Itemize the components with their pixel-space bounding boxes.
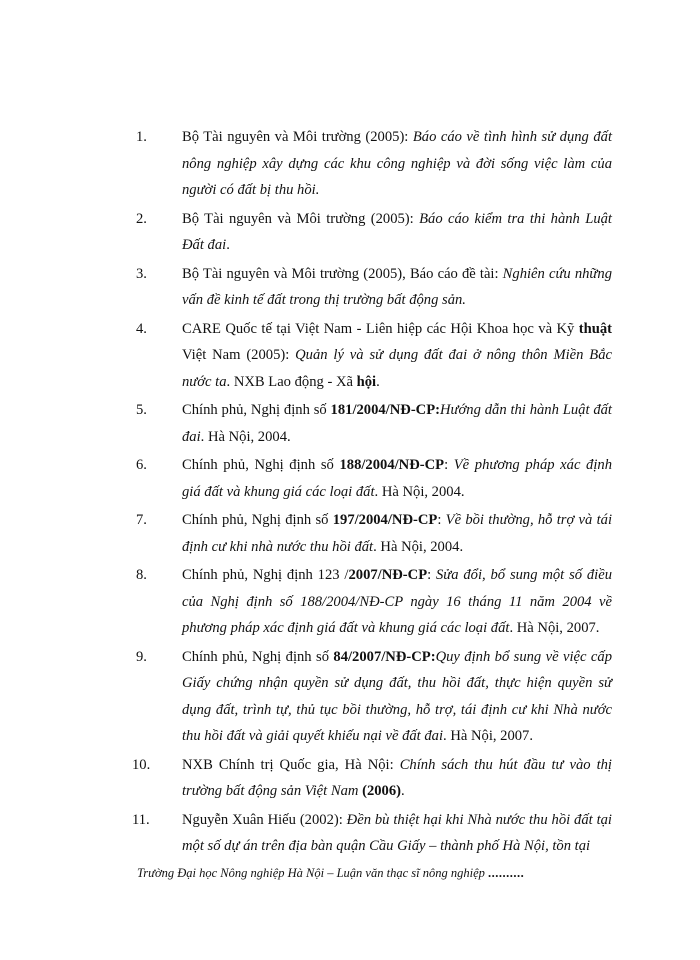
reference-tail: . Hà Nội, 2004. [200, 428, 291, 445]
reference-number: 2. [136, 210, 147, 227]
reference-number: 6. [136, 457, 147, 473]
reference-item [132, 452, 612, 505]
reference-author: Chính phủ, Nghị định số [182, 402, 331, 418]
reference-title: Đền bù thiệt hại khi Nhà nước thu hồi đất tại một số dự án trên địa bàn quận Cầu Giấy – thành phố Hà Nội, tồn tại [182, 811, 612, 854]
reference-tail-bold: (2006) [362, 783, 401, 799]
reference-item [132, 124, 612, 204]
reference-item [132, 316, 612, 396]
reference-tail: . Hà Nội, 2007. [443, 728, 534, 744]
reference-after-decree: : [444, 457, 454, 473]
reference-item [132, 562, 612, 642]
reference-tail: . NXB Lao động - Xã [226, 373, 357, 390]
reference-number: 5. [136, 402, 147, 418]
reference-number: 11. [132, 811, 150, 828]
reference-title: Báo cáo kiểm tra thi hành Luật Đất đai [182, 210, 612, 253]
reference-item [132, 507, 612, 560]
reference-decree: 188/2004/NĐ-CP [339, 457, 445, 473]
reference-author: Bộ Tài nguyên và Môi trường (2005): [182, 129, 413, 145]
reference-title: Nghiên cứu những vấn đề kinh tế đất trong thị trường bất động sản. [182, 265, 612, 308]
reference-title: Chính sách thu hút đầu tư vào thị trường bất động sản Việt Nam [182, 756, 612, 799]
reference-item [132, 397, 612, 450]
reference-title: Sửa đổi, bổ sung một số điều của Nghị định số 188/2004/NĐ-CP ngày 16 tháng 11 năm 2004 về phương pháp xác định giá đất và khung giá các loại đất [182, 567, 612, 636]
reference-title: Quản lý và sử dụng đất đai ở nông thôn Miền Bắc nước ta [182, 347, 612, 390]
reference-item [132, 807, 612, 860]
reference-title: Báo cáo về tình hình sử dụng đất nông nghiệp xây dựng các khu công nghiệp và đời sống việc làm của người có đất bị thu hồi. [182, 129, 612, 198]
reference-decree: 2007/NĐ-CP [348, 567, 428, 583]
reference-tail-end: . [401, 783, 405, 799]
reference-author: Bộ Tài nguyên và Môi trường (2005), Báo cáo đề tài: [182, 265, 503, 282]
footer-dots: .......... [488, 866, 525, 880]
reference-list [132, 124, 612, 862]
reference-author: Chính phủ, Nghị định số [182, 457, 340, 473]
reference-item [132, 261, 612, 314]
reference-tail-end: . [376, 373, 380, 390]
reference-after-decree: : [427, 567, 436, 583]
reference-after-decree: : [437, 512, 446, 528]
reference-tail-bold: hội [356, 373, 377, 390]
reference-title: Quy định bổ sung về việc cấp Giấy chứng nhận quyền sử dụng đất, thu hồi đất, thực hiện quyền sử dụng đất, trình tự, thủ tục bồi thường, hỗ trợ, tái định cư khi Nhà nước thu hồi đất và giải quyết khiếu nại về đất đai [182, 648, 612, 744]
reference-author-bold: thuật [578, 320, 612, 337]
reference-number: 8. [136, 567, 147, 583]
footer-text: Trường Đại học Nông nghiệp Hà Nội – Luận văn thạc sĩ nông nghiệp [137, 866, 488, 880]
reference-title: Hướng dẫn thi hành Luật đất đai [182, 402, 612, 445]
reference-author: NXB Chính trị Quốc gia, Hà Nội: [182, 756, 400, 773]
reference-title: Về phương pháp xác định giá đất và khung giá các loại đất [182, 457, 612, 500]
reference-decree: 84/2007/NĐ-CP: [333, 648, 436, 665]
reference-tail: . [226, 237, 230, 253]
reference-author: Bộ Tài nguyên và Môi trường (2005): [182, 210, 420, 227]
reference-number: 7. [136, 512, 147, 528]
reference-number: 9. [136, 648, 147, 665]
reference-number: 10. [132, 756, 151, 773]
reference-tail: . Hà Nội, 2007. [509, 620, 600, 636]
reference-decree: 197/2004/NĐ-CP [332, 512, 438, 528]
reference-author-after: Việt Nam (2005): [182, 347, 296, 363]
reference-author: Nguyễn Xuân Hiếu (2002): [182, 811, 347, 828]
reference-tail: . Hà Nội, 2004. [373, 538, 464, 555]
reference-number: 3. [136, 265, 147, 282]
reference-title: Về bồi thường, hỗ trợ và tái định cư khi nhà nước thu hồi đất [182, 512, 612, 555]
page-footer [137, 866, 524, 881]
reference-author: Chính phủ, Nghị định 123 / [182, 567, 349, 583]
reference-item [132, 752, 612, 805]
reference-number: 4. [136, 320, 147, 337]
reference-author: Chính phủ, Nghị định số [182, 648, 334, 665]
reference-decree: 181/2004/NĐ-CP: [330, 402, 440, 418]
reference-author: Chính phủ, Nghị định số [182, 512, 333, 528]
reference-number: 1. [136, 129, 147, 145]
reference-author: CARE Quốc tế tại Việt Nam - Liên hiệp các Hội Khoa học và Kỹ [182, 320, 579, 337]
reference-item [132, 644, 612, 750]
reference-item [132, 206, 612, 259]
reference-tail: . Hà Nội, 2004. [374, 483, 465, 500]
